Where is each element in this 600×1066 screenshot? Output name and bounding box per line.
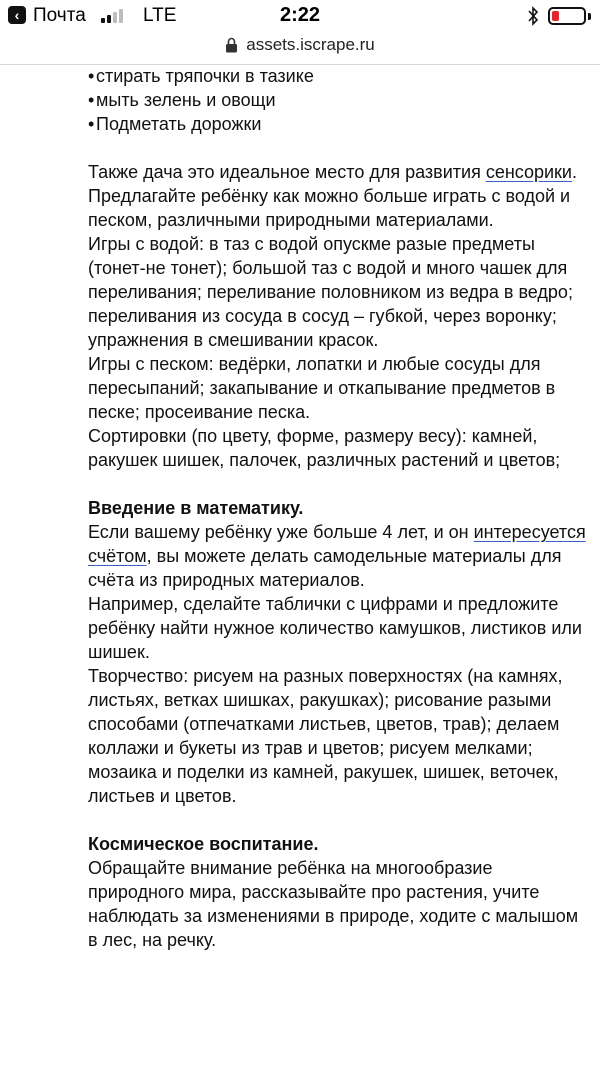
- math-heading: Введение в математику.: [88, 498, 304, 518]
- math-paragraph-1: [88, 520, 588, 592]
- url-domain[interactable]: assets.iscrape.ru: [246, 35, 375, 54]
- back-to-app-label[interactable]: Почта: [33, 5, 86, 26]
- article-body: [88, 64, 588, 952]
- sensory-link[interactable]: сенсорики: [485, 162, 572, 182]
- creativity-paragraph: Творчество: рисуем на разных поверхностях (на камнях, листьях, ветках шишках, ракушках); рисование разыми способами (отпечатками листьев, цветов, трав); делаем коллажи и букеты из трав и цветов; рисуем мелками; мозаика и поделки из камней, ракушек, шишек, веточек, листьев и цветов.: [88, 666, 563, 806]
- status-bar: [0, 0, 600, 32]
- battery-cap: [588, 13, 591, 20]
- sensory-intro: [88, 160, 588, 232]
- paragraph-text: . Предлагайте ребёнку как можно больше играть с водой и песком, различными природными материалами.: [88, 162, 578, 230]
- counting-link[interactable]: интересуется счётом: [88, 522, 586, 566]
- paragraph-text: Если вашему ребёнку уже больше 4 лет, и он: [88, 522, 474, 542]
- paragraph-text: , вы можете делать самодельные материалы для счёта из природных материалов.: [88, 546, 562, 590]
- battery-level-fill: [552, 11, 559, 21]
- list-item-text: Подметать дорожки: [96, 114, 262, 134]
- water-games-paragraph: Игры с водой: в таз с водой опускме разые предметы (тонет-не тонет); большой таз с водой и много чашек для переливания; переливание половником из ведра в ведро; переливания из сосуда в сосуд – губкой, через воронку; упражнения в смешивании красок.: [88, 234, 573, 350]
- space-paragraph-1: Обращайте внимание ребёнка на многообразие природного мира, рассказывайте про растения, учите наблюдать за изменениями в природе, ходите с малышом в лес, на речку.: [88, 858, 579, 950]
- list-item-text: стирать тряпочки в тазике: [96, 66, 314, 86]
- back-arrow-icon[interactable]: ‹: [8, 6, 26, 24]
- paragraph-text: Также дача это идеальное место для развития: [88, 162, 486, 182]
- sorting-paragraph: Сортировки (по цвету, форме, размеру весу): камней, ракушек шишек, палочек, различных растений и цветов;: [88, 426, 561, 470]
- address-bar[interactable]: [0, 32, 600, 65]
- math-paragraph-2: Например, сделайте таблички с цифрами и предложите ребёнку найти нужное количество камушков, листиков или шишек.: [88, 594, 582, 662]
- list-item-text: мыть зелень и овощи: [96, 90, 276, 110]
- network-type: LTE: [143, 5, 177, 26]
- list-item: •мыть зелень и овощи: [88, 90, 276, 110]
- space-heading: Космическое воспитание.: [88, 834, 319, 854]
- lock-icon: [225, 37, 238, 53]
- list-item: •стирать тряпочки в тазике: [88, 66, 314, 86]
- sand-games-paragraph: Игры с песком: ведёрки, лопатки и любые сосуды для пересыпаний; закапывание и откапывание предметов в песке; просеивание песка.: [88, 354, 556, 422]
- clock: 2:22: [279, 4, 321, 26]
- bluetooth-icon: [527, 6, 539, 26]
- battery-icon: [548, 7, 586, 25]
- list-item: •Подметать дорожки: [88, 114, 262, 134]
